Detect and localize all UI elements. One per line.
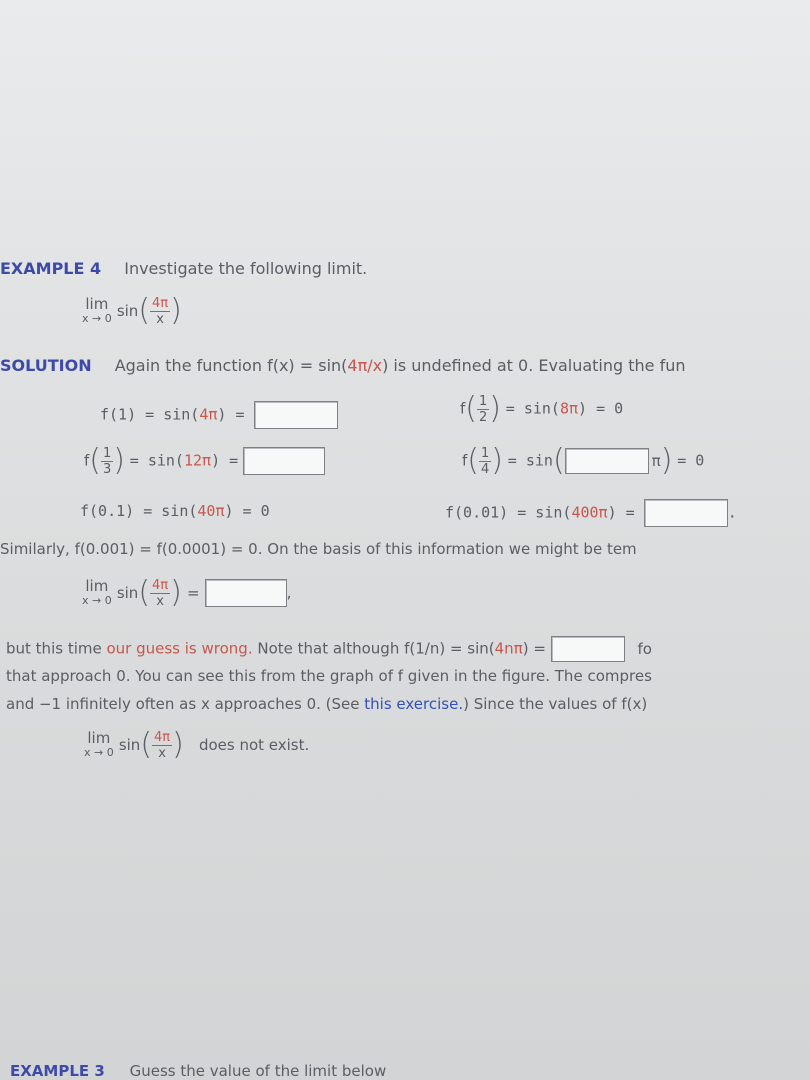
f1-post: ) = — [217, 405, 245, 424]
f1-red: 4π — [199, 405, 218, 424]
fquarter-row: f( $\frac{1}{4}$ ) = sin( π) = 0 — [462, 443, 705, 478]
answer-box-f1[interactable] — [254, 401, 338, 429]
f-label: f — [460, 399, 466, 418]
example-3-prompt: Guess the value of the limit below — [129, 1062, 387, 1080]
fhalf-red: 8π — [559, 399, 579, 418]
fraction: $\frac{4\pi}{x}$ — [154, 729, 171, 761]
sin-label: sin — [116, 302, 139, 320]
fhalf-post: ) = 0 — [578, 399, 624, 418]
fraction: $\frac{4\pi}{x}$ — [152, 577, 169, 609]
fthird-post: ) = — [211, 451, 239, 470]
fthird-red: 12π — [183, 451, 212, 470]
f001-lhs: f(0.01) = sin( — [445, 503, 572, 522]
para1-pre: but this time — [6, 639, 107, 658]
f001-red: 400π — [571, 503, 608, 522]
solution-label: SOLUTION — [0, 356, 92, 375]
fhalf-eq: = sin( — [505, 399, 560, 418]
f01-row — [80, 502, 270, 520]
fraction-third: $\frac{1}{3}$ — [103, 445, 112, 477]
answer-box-fthird[interactable] — [243, 447, 325, 475]
para1-post: ) = — [522, 639, 546, 658]
lim-operator: lim x → 0 — [84, 729, 114, 760]
exercise-link[interactable]: this exercise. — [364, 695, 464, 713]
guess-limit-expression: lim x → 0 sin( $\frac{4\pi}{x}$ ) = , — [82, 575, 292, 610]
fhalf-row: f( $\frac{1}{2}$ ) = sin(8π) = 0 — [460, 391, 624, 426]
fthird-eq: = sin( — [129, 451, 184, 470]
example-label: EXAMPLE 4 — [0, 259, 102, 278]
limit-expression: lim x → 0 sin( $\frac{4\pi}{x}$ ) — [82, 293, 182, 328]
f01-post: ) = 0 — [224, 502, 270, 520]
f-label: f — [462, 451, 468, 470]
para3-post: ) Since the values of f(x) — [463, 695, 648, 713]
answer-box-fn[interactable] — [551, 636, 625, 662]
para1-red2: 4nπ — [494, 639, 523, 658]
solution-red: 4π/x — [347, 356, 383, 375]
para1-mid: Note that although f(1/n) = sin( — [252, 639, 495, 658]
wrong-guess-text: our guess is wrong. — [106, 639, 253, 658]
fquarter-eq: = sin — [507, 451, 553, 470]
f001-post: ) = — [607, 503, 635, 522]
sin-label: sin — [118, 736, 141, 754]
f-label: f — [84, 451, 90, 470]
equals-sign: = — [186, 584, 200, 602]
example-3-heading — [10, 1062, 386, 1080]
conclusion-text: does not exist. — [198, 736, 310, 754]
example-3-label: EXAMPLE 3 — [10, 1062, 105, 1080]
f1-row — [100, 401, 338, 429]
para-line-3 — [6, 695, 647, 713]
similarly-line: Similarly, f(0.001) = f(0.0001) = 0. On the basis of this information we might be tem — [0, 540, 637, 558]
comma: , — [286, 583, 292, 602]
para3-pre: and −1 infinitely often as x approaches 0. (See — [6, 695, 365, 713]
fraction-half: $\frac{1}{2}$ — [479, 393, 488, 425]
answer-box-fquarter[interactable] — [565, 448, 649, 474]
answer-box-f001[interactable] — [644, 499, 728, 527]
conclusion-limit-expression: lim x → 0 sin( $\frac{4\pi}{x}$ ) does not exist. — [84, 727, 310, 762]
lim-operator: lim x → 0 — [82, 295, 112, 326]
f01-lhs: f(0.1) = sin( — [80, 502, 198, 520]
answer-box-guess[interactable] — [205, 579, 287, 607]
example-4-heading — [0, 259, 367, 278]
example-prompt: Investigate the following limit. — [124, 259, 368, 278]
pi-symbol: π — [651, 451, 661, 470]
para-line-1 — [6, 636, 652, 662]
period: . — [727, 503, 737, 522]
solution-line — [0, 356, 686, 375]
sin-label: sin — [116, 584, 139, 602]
f001-row — [445, 499, 737, 527]
para-line-2: that approach 0. You can see this from the graph of f given in the figure. The compres — [6, 667, 652, 685]
f1-lhs: f(1) = sin( — [100, 405, 200, 424]
solution-text-pre: Again the function f(x) = sin( — [114, 356, 348, 375]
lim-operator: lim x → 0 — [82, 577, 112, 608]
f01-red: 40π — [197, 502, 225, 520]
fthird-row: f( $\frac{1}{3}$ ) = sin(12π) = — [84, 446, 325, 476]
fraction-quarter: $\frac{1}{4}$ — [481, 445, 490, 477]
fraction: $\frac{4\pi}{x}$ — [152, 295, 169, 327]
para1-tail: fo — [637, 639, 652, 658]
fquarter-post: = 0 — [677, 451, 705, 470]
solution-text-post: ) is undefined at 0. Evaluating the fun — [382, 356, 686, 375]
